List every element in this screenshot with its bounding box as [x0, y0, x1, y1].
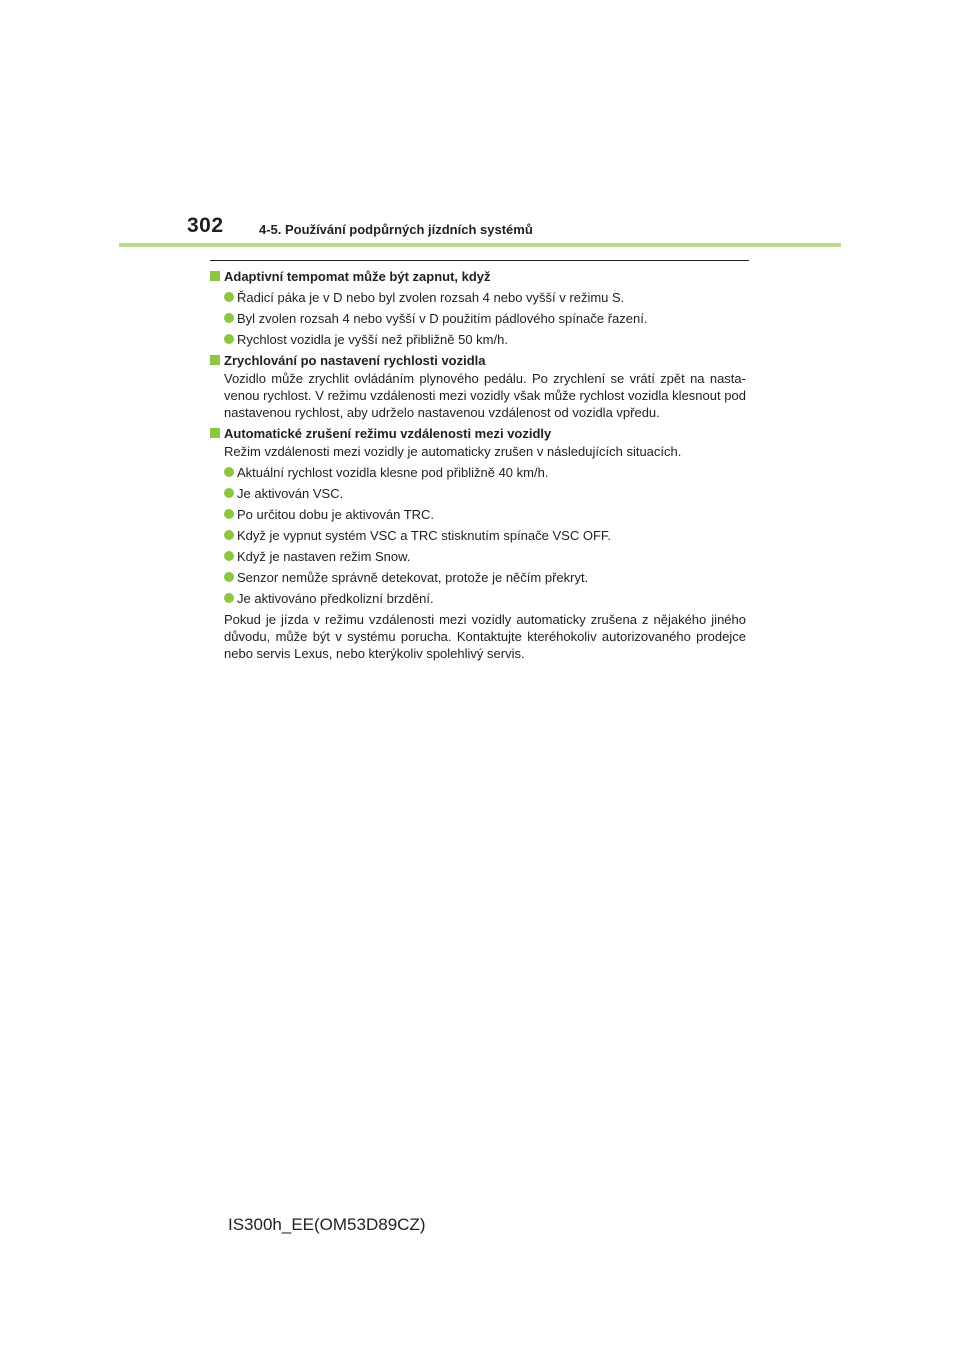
list-item-text: Byl zvolen rozsah 4 nebo vyšší v D použitím pádlového spínače řazení.: [237, 311, 648, 326]
section-heading-text: Adaptivní tempomat může být zapnut, když: [224, 269, 491, 284]
section-heading: [210, 352, 746, 369]
section-paragraph: Pokud je jízda v režimu vzdálenosti mezi vozidly automaticky zrušena z nějakého jiného důvodu, může být v systému porucha. Kontaktujte kteréhokoliv autorizovaného prodejce nebo servis Lexus, nebo kterýkoliv spolehlivý servis.: [224, 612, 746, 661]
page-number: 302: [187, 214, 224, 237]
round-bullet-icon: [224, 593, 234, 603]
round-bullet-icon: [224, 551, 234, 561]
list-item-text: Když je vypnut systém VSC a TRC stisknutím spínače VSC OFF.: [237, 528, 611, 543]
round-bullet-icon: [224, 313, 234, 323]
list-item-text: Je aktivován VSC.: [237, 486, 344, 501]
list-item-text: Senzor nemůže správně detekovat, protože je něčím překryt.: [237, 570, 589, 585]
list-item: [224, 331, 746, 348]
list-item-text: Rychlost vozidla je vyšší než přibližně 50 km/h.: [237, 332, 508, 347]
section-heading-text: Zrychlování po nastavení rychlosti vozidla: [224, 353, 486, 368]
list-item: [224, 569, 746, 586]
content-area: [210, 268, 746, 662]
round-bullet-icon: [224, 509, 234, 519]
list-item: [224, 527, 746, 544]
list-item-text: Když je nastaven režim Snow.: [237, 549, 411, 564]
list-item: [224, 548, 746, 565]
section-heading: [210, 268, 746, 285]
chapter-title: 4-5. Používání podpůrných jízdních systémů: [259, 222, 533, 237]
list-item-text: Po určitou dobu je aktivován TRC.: [237, 507, 435, 522]
square-bullet-icon: [210, 428, 220, 438]
round-bullet-icon: [224, 467, 234, 477]
round-bullet-icon: [224, 292, 234, 302]
section-heading-text: Automatické zrušení režimu vzdálenosti mezi vozidly: [224, 426, 552, 441]
list-item: [224, 506, 746, 523]
list-item: [224, 590, 746, 607]
list-item: [224, 310, 746, 327]
square-bullet-icon: [210, 271, 220, 281]
section-paragraph: Režim vzdálenosti mezi vozidly je automaticky zrušen v následujících situacích.: [224, 444, 682, 459]
list-item-text: Řadicí páka je v D nebo byl zvolen rozsah 4 nebo vyšší v režimu S.: [237, 290, 625, 305]
list-item: [224, 485, 746, 502]
header-divider: [119, 243, 841, 247]
round-bullet-icon: [224, 488, 234, 498]
content-top-rule: [210, 260, 749, 261]
list-item-text: Aktuální rychlost vozidla klesne pod přibližně 40 km/h.: [237, 465, 549, 480]
round-bullet-icon: [224, 530, 234, 540]
round-bullet-icon: [224, 572, 234, 582]
list-item-text: Je aktivováno předkolizní brzdění.: [237, 591, 434, 606]
section-paragraph: Vozidlo může zrychlit ovládáním plynového pedálu. Po zrychlení se vrátí zpět na nastavenou rychlost. V režimu vzdálenosti mezi vozidly však může rychlost vozidla klesnout pod nastavenou rychlost, aby udrželo nastavenou vzdálenost od vozidla vpředu.: [224, 371, 746, 420]
list-item: [224, 289, 746, 306]
document-code: IS300h_EE(OM53D89CZ): [228, 1215, 426, 1234]
square-bullet-icon: [210, 355, 220, 365]
list-item: [224, 464, 746, 481]
section-heading: [210, 425, 746, 442]
round-bullet-icon: [224, 334, 234, 344]
